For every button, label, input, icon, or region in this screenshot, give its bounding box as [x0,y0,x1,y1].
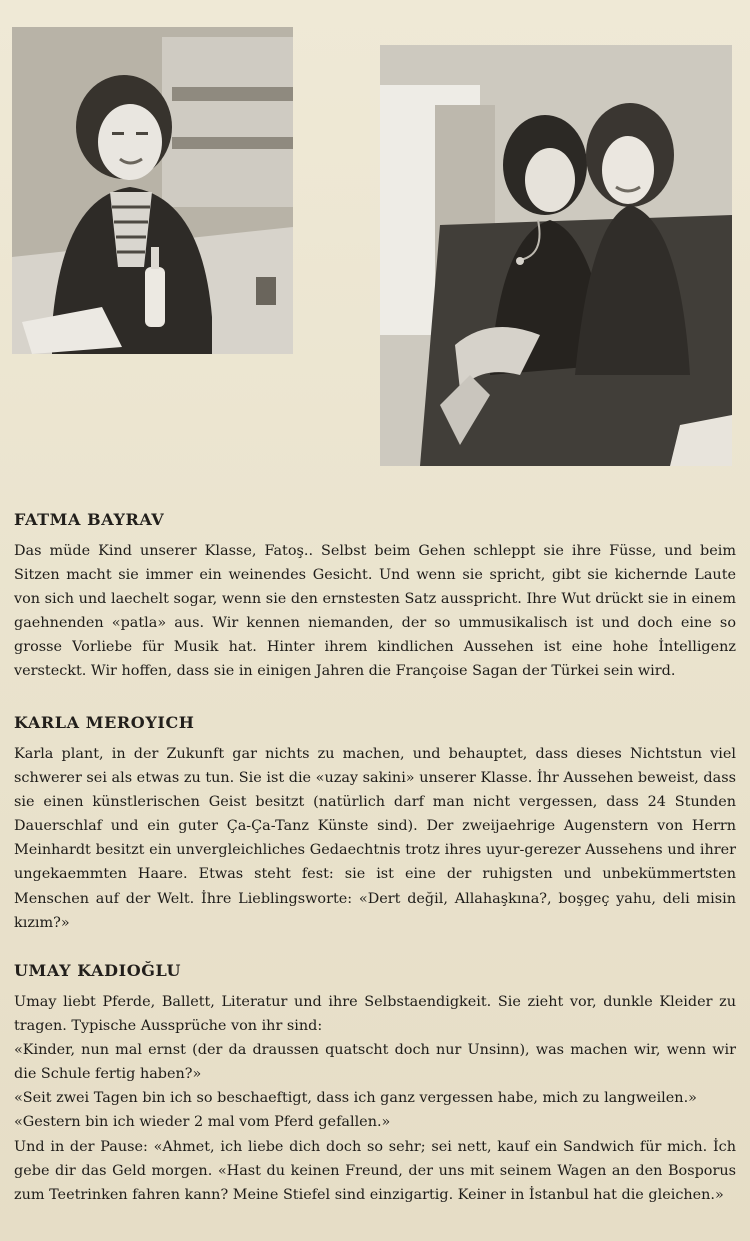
quote-paragraph: «Gestern bin ich wieder 2 mal vom Pferd gefallen.» [14,1114,391,1131]
profile-karla [14,713,736,935]
profile-umay [14,961,736,1207]
profile-text: Das müde Kind unserer Klasse, Fatoş.. Selbst beim Gehen schleppt sie ihre Füsse, und beim Sitzen macht sie immer ein weinendes Gesicht. Und wenn sie spricht, gibt sie kichernde Laute von sich und laechelt sogar, wenn sie den ernstesten Satz ausspricht. Ihre Wut drückt sie in einem gaehnenden «patla» aus. Wir kennen niemanden, der so ummusikalisch ist und doch eine so grosse Vorliebe für Musik hat. Hinter ihrem kindlichen Aussehen ist eine hohe İntelligenz versteckt. Wir hoffen, dass sie in einigen Jahren die Françoise Sagan der Türkei sein wird. [14,543,736,680]
profile-fatma [14,510,736,684]
photo-left-drawing [12,27,293,354]
profile-paragraph: Umay liebt Pferde, Ballett, Literatur und ihre Selbstaendigkeit. Sie zieht vor, dunkle Kleider zu tragen. Typische Aussprüche von ihr sind: [14,994,736,1035]
profile-paragraph: Und in der Pause: «Ahmet, ich liebe dich doch so sehr; sei nett, kauf ein Sandwich für mich. İch gebe dir das Geld morgen. «Hast du keinen Freund, der uns mit seinem Wagen an den Bosporus zum Teetrinken fahren kann? Meine Stiefel sind einzigartig. Keiner in İstanbul hat die gleichen.» [14,1138,736,1203]
photo-right-drawing [380,45,732,466]
profile-name: FATMA BAYRAV [14,510,165,529]
profile-name: KARLA MEROYICH [14,713,195,732]
quote-paragraph: «Seit zwei Tagen bin ich so beschaeftigt, dass ich ganz vergessen habe, mich zu langweilen.» [14,1090,697,1107]
profile-name: UMAY KADIOĞLU [14,961,182,980]
photo-right [380,45,732,466]
photo-left [12,27,293,354]
profile-text: Karla plant, in der Zukunft gar nichts zu machen, und behauptet, dass dieses Nichtstun viel schwerer sei als etwas zu tun. Sie ist die «uzay sakini» unserer Klasse. İhr Aussehen beweist, dass sie einen künstlerischen Geist besitzt (natürlich darf man nicht vergessen, dass 24 Stunden Dauerschlaf und ein guter Ça-Ça-Tanz Künste sind). Der zweijaehrige Augenstern von Herrn Meinhardt besitzt ein unvergleichliches Gedaechtnis trotz ihres uyur-gerezer Aussehens und ihrer ungekaemmten Haare. Etwas steht fest: sie ist eine der ruhigsten und unbekümmertsten Menschen auf der Welt. İhre Lieblingsworte: «Dert değil, Allahaşkına?, boşgeç yahu, deli misin kızım?» [14,746,736,931]
quote-paragraph: «Kinder, nun mal ernst (der da draussen quatscht doch nur Unsinn), was machen wir, wenn wir die Schule fertig haben?» [14,1042,736,1083]
